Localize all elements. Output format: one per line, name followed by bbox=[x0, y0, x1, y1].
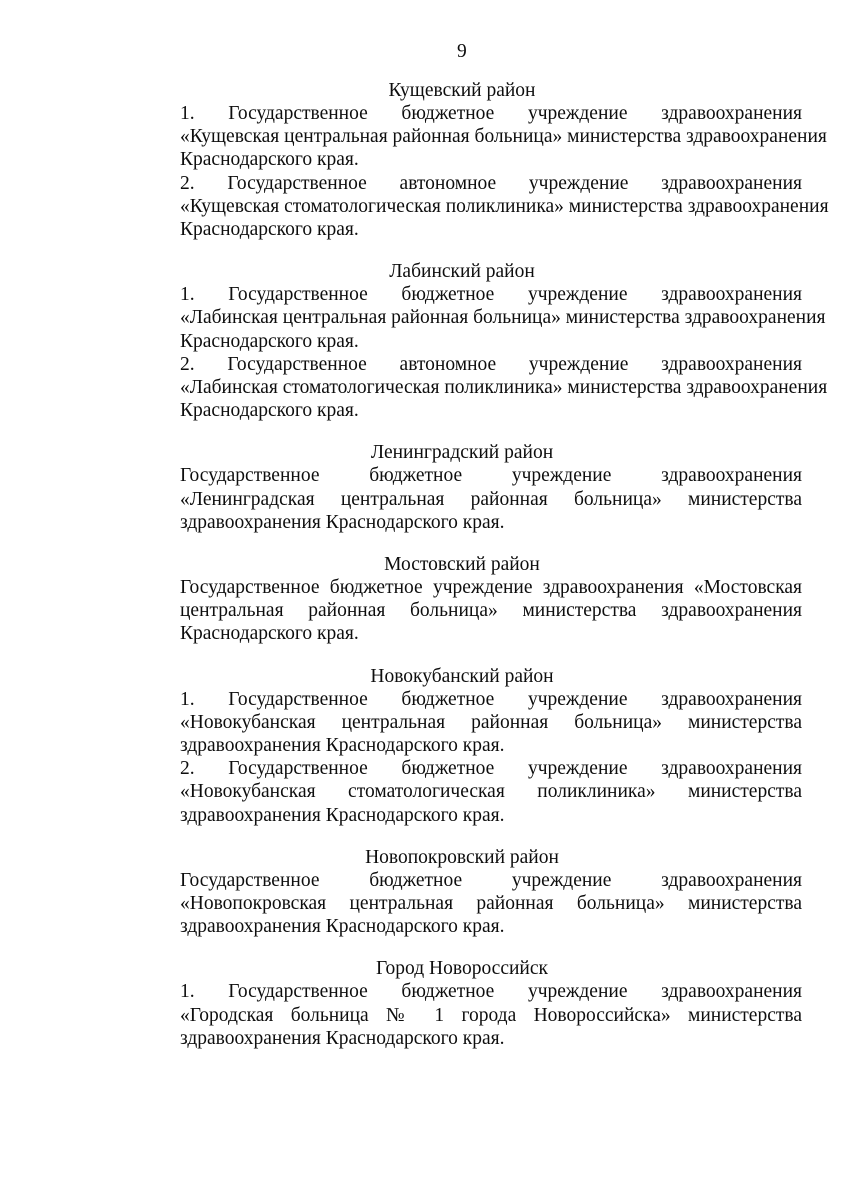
paragraph-line: 2. Государственное автономное учреждение здравоохранения bbox=[180, 172, 802, 194]
section-heading: Мостовский район bbox=[384, 554, 540, 576]
section-heading: Кущевский район bbox=[388, 80, 536, 101]
sections-container bbox=[122, 79, 829, 1050]
paragraph-line: здравоохранения Краснодарского края. bbox=[180, 1027, 505, 1049]
paragraph-line: «Лабинская стоматологическая поликлиника» министерства здравоохранения bbox=[180, 377, 828, 399]
paragraph-line: «Новокубанская стоматологическая поликлиника» министерства bbox=[180, 781, 802, 803]
paragraph-line: «Новокубанская центральная районная больница» министерства bbox=[180, 711, 802, 733]
section-heading: Лабинский район bbox=[389, 261, 535, 283]
document-section bbox=[122, 260, 828, 422]
section-heading: Город Новороссийск bbox=[376, 958, 548, 980]
paragraph-line: Краснодарского края. bbox=[180, 623, 359, 645]
paragraph-line: Государственное бюджетное учреждение здравоохранения bbox=[180, 869, 802, 891]
institution-paragraph bbox=[122, 688, 802, 758]
institution-paragraph bbox=[122, 353, 828, 423]
paragraph-line: «Новопокровская центральная районная больница» министерства bbox=[180, 893, 802, 915]
institution-paragraph bbox=[122, 283, 826, 353]
paragraph-line: здравоохранения Краснодарского края. bbox=[180, 804, 505, 826]
paragraph-line: Краснодарского края. bbox=[180, 330, 359, 352]
document-section bbox=[122, 957, 802, 1050]
section-heading: Новокубанский район bbox=[370, 665, 554, 687]
institution-paragraph bbox=[122, 757, 802, 827]
paragraph-line: 1. Государственное бюджетное учреждение здравоохранения bbox=[180, 981, 802, 1003]
paragraph-line: 1. Государственное бюджетное учреждение здравоохранения bbox=[180, 103, 802, 124]
document-section bbox=[122, 79, 829, 241]
paragraph-line: «Городская больница № 1 города Новороссийска» министерства bbox=[180, 1004, 802, 1026]
document-section bbox=[122, 846, 802, 939]
paragraph-line: 1. Государственное бюджетное учреждение здравоохранения bbox=[180, 284, 802, 306]
paragraph-line: 2. Государственное автономное учреждение здравоохранения bbox=[180, 353, 802, 375]
paragraph-line: «Лабинская центральная районная больница» министерства здравоохранения bbox=[180, 307, 826, 329]
paragraph-line: «Кущевская стоматологическая поликлиника» министерства здравоохранения bbox=[180, 195, 829, 217]
page-content bbox=[122, 40, 829, 1050]
institution-paragraph bbox=[122, 464, 802, 534]
paragraph-line: Государственное бюджетное учреждение здравоохранения bbox=[180, 465, 802, 487]
institution-paragraph bbox=[122, 172, 829, 242]
institution-paragraph bbox=[122, 980, 802, 1050]
institution-paragraph bbox=[122, 869, 802, 939]
paragraph-line: здравоохранения Краснодарского края. bbox=[180, 735, 505, 757]
paragraph-line: Краснодарского края. bbox=[180, 400, 359, 422]
section-heading: Ленинградский район bbox=[370, 442, 554, 464]
paragraph-line: Государственное бюджетное учреждение здравоохранения «Мостовская bbox=[180, 577, 802, 599]
document-section bbox=[122, 441, 802, 534]
paragraph-line: «Кущевская центральная районная больница» министерства здравоохранения bbox=[180, 126, 827, 148]
institution-paragraph bbox=[122, 576, 802, 646]
document-section bbox=[122, 665, 802, 827]
paragraph-line: здравоохранения Краснодарского края. bbox=[180, 916, 505, 938]
paragraph-line: Краснодарского края. bbox=[180, 149, 359, 171]
paragraph-line: здравоохранения Краснодарского края. bbox=[180, 511, 505, 533]
paragraph-line: центральная районная больница» министерства здравоохранения bbox=[180, 600, 802, 622]
section-heading: Новопокровский район bbox=[365, 846, 559, 868]
paragraph-line: Краснодарского края. bbox=[180, 219, 359, 241]
paragraph-line: «Ленинградская центральная районная больница» министерства bbox=[180, 488, 802, 510]
document-section bbox=[122, 553, 802, 646]
page-number: 9 bbox=[457, 41, 467, 62]
institution-paragraph bbox=[122, 102, 827, 172]
paragraph-line: 2. Государственное бюджетное учреждение здравоохранения bbox=[180, 758, 802, 780]
paragraph-line: 1. Государственное бюджетное учреждение здравоохранения bbox=[180, 688, 802, 710]
